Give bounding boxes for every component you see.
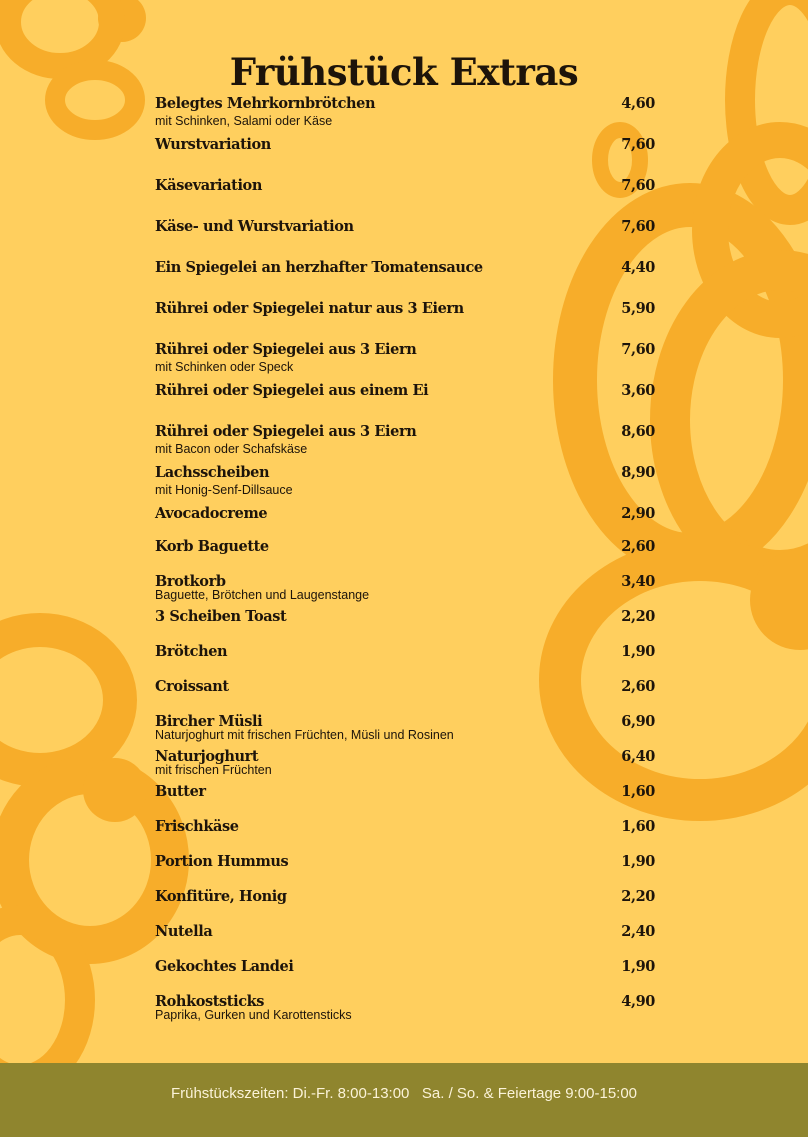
- menu-item-name: Croissant: [155, 678, 229, 695]
- breakfast-hours: Frühstückszeiten: Di.-Fr. 8:00-13:00 Sa. / So. & Feiertage 9:00-15:00: [170, 1085, 638, 1102]
- menu-item-description: mit Schinken oder Speck: [155, 360, 294, 374]
- menu-item-name: Wurstvariation: [155, 136, 271, 153]
- menu-item-price: 4,60: [621, 95, 655, 112]
- menu-item-name: Brotkorb: [155, 573, 226, 590]
- menu-item-price: 7,60: [621, 341, 655, 358]
- menu-item-description: mit frischen Früchten: [155, 763, 272, 777]
- menu-item-price: 1,90: [621, 853, 655, 870]
- menu-item-description: Naturjoghurt mit frischen Früchten, Müsli und Rosinen: [155, 728, 454, 742]
- menu-item-description: mit Schinken, Salami oder Käse: [155, 114, 333, 128]
- footer-bar: [0, 1063, 808, 1137]
- menu-item-name: Frischkäse: [155, 818, 239, 835]
- menu-item-price: 7,60: [621, 136, 655, 153]
- menu-item-price: 7,60: [621, 177, 655, 194]
- menu-item-price: 8,60: [621, 423, 655, 440]
- menu-item-name: Lachsscheiben: [155, 464, 270, 481]
- menu-item-name: Ein Spiegelei an herzhafter Tomatensauce: [155, 259, 483, 276]
- menu-item-price: 1,90: [621, 958, 655, 975]
- menu-item-name: Butter: [155, 783, 206, 800]
- menu-item-name: Bircher Müsli: [155, 713, 263, 730]
- menu-list: [155, 94, 655, 1034]
- menu-item-name: Belegtes Mehrkornbrötchen: [155, 95, 376, 112]
- menu-item-name: Rührei oder Spiegelei natur aus 3 Eiern: [155, 300, 464, 317]
- menu-item-name: Käse- und Wurstvariation: [155, 218, 354, 235]
- menu-item-name: 3 Scheiben Toast: [155, 608, 287, 625]
- menu-item-description: mit Honig-Senf-Dillsauce: [155, 483, 293, 497]
- menu-item-price: 4,90: [621, 993, 655, 1010]
- menu-item-price: 3,40: [621, 573, 655, 590]
- menu-item-price: 6,90: [621, 713, 655, 730]
- menu-item-name: Rohkoststicks: [155, 993, 265, 1010]
- menu-item-description: Paprika, Gurken und Karottensticks: [155, 1008, 352, 1022]
- menu-item-price: 5,90: [621, 300, 655, 317]
- menu-item-price: 6,40: [621, 748, 655, 765]
- page-title: Frühstück Extras: [229, 50, 579, 94]
- menu-item-price: 4,40: [621, 259, 655, 276]
- menu-item-price: 3,60: [621, 382, 655, 399]
- menu-item-price: 2,20: [621, 608, 655, 625]
- menu-item-price: 7,60: [621, 218, 655, 235]
- menu-item-description: mit Bacon oder Schafskäse: [155, 442, 308, 456]
- menu-item-price: 1,60: [621, 818, 655, 835]
- menu-item-name: Rührei oder Spiegelei aus einem Ei: [155, 382, 429, 399]
- menu-item-name: Naturjoghurt: [155, 748, 259, 765]
- menu-item-name: Gekochtes Landei: [155, 958, 294, 975]
- menu-item-name: Käsevariation: [155, 177, 262, 194]
- menu-item-price: 2,60: [621, 538, 655, 555]
- menu-item-name: Portion Hummus: [155, 853, 289, 870]
- menu-item-description: Baguette, Brötchen und Laugenstange: [155, 588, 370, 602]
- menu-item-price: 2,20: [621, 888, 655, 905]
- menu-item-price: 1,60: [621, 783, 655, 800]
- menu-item-price: 1,90: [621, 643, 655, 660]
- menu-item-name: Avocadocreme: [155, 505, 268, 522]
- menu-item-name: Konfitüre, Honig: [155, 888, 287, 905]
- menu-item-price: 2,40: [621, 923, 655, 940]
- menu-item-name: Brötchen: [155, 643, 228, 660]
- menu-item-price: 2,90: [621, 505, 655, 522]
- menu-item-name: Rührei oder Spiegelei aus 3 Eiern: [155, 341, 417, 358]
- menu-item-name: Nutella: [155, 923, 213, 940]
- menu-item-name: Rührei oder Spiegelei aus 3 Eiern: [155, 423, 417, 440]
- menu-item-price: 2,60: [621, 678, 655, 695]
- menu-item-name: Korb Baguette: [155, 538, 269, 555]
- menu-item-price: 8,90: [621, 464, 655, 481]
